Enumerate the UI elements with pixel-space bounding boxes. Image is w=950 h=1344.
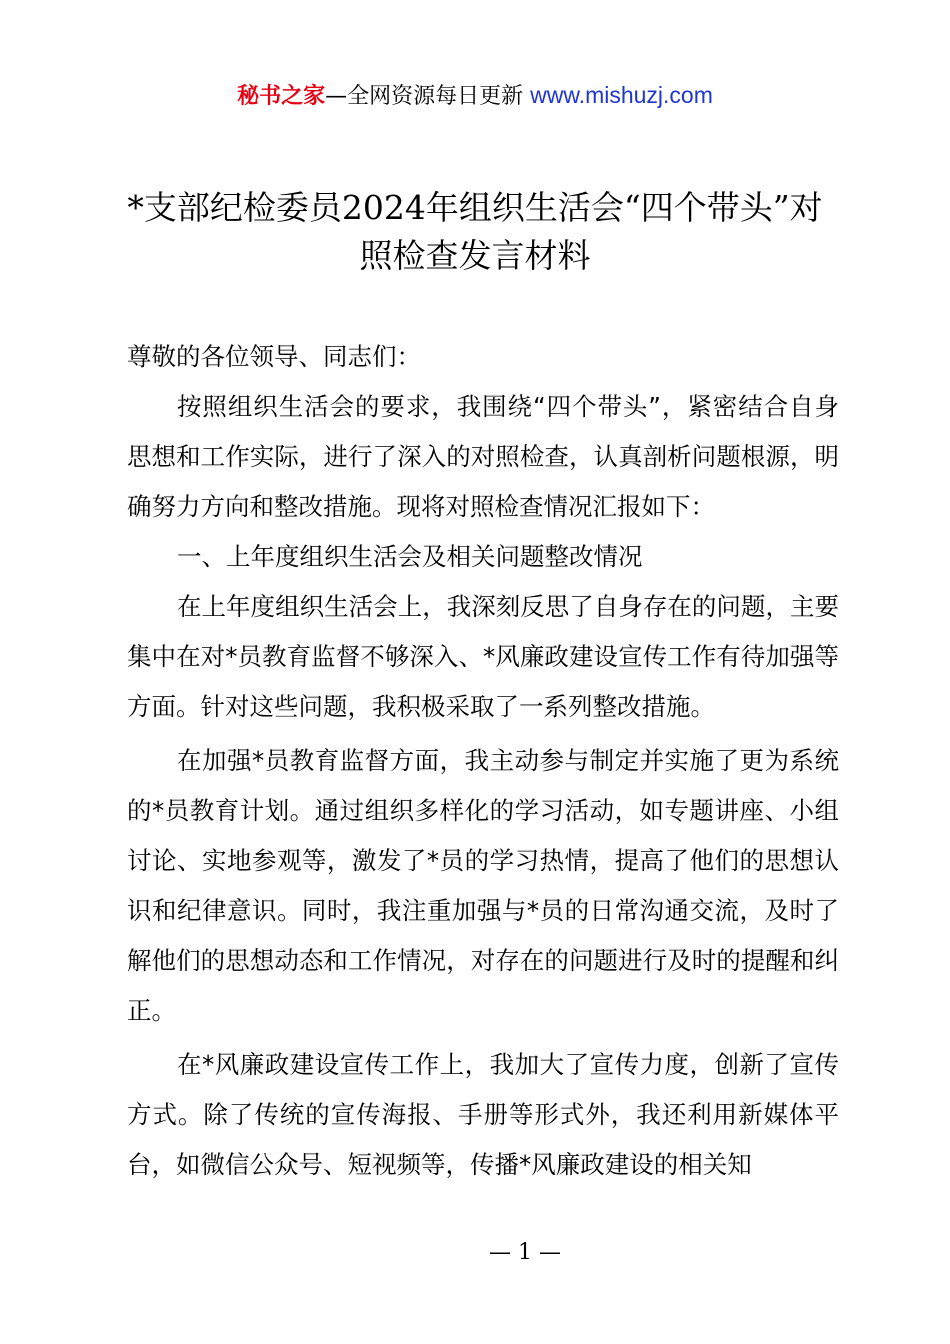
site-url-link[interactable]: www.mishuzj.com [530, 82, 713, 108]
body-paragraph: 在上年度组织生活会上，我深刻反思了自身存在的问题，主要集中在对*员教育监督不够深入、*风廉政建设宣传工作有待加强等方面。针对这些问题，我积极采取了一系列整改措施。 [127, 592, 839, 721]
page-number: — 1 — [489, 1240, 561, 1265]
brand-name: 秘书之家 [237, 84, 326, 109]
header-tagline: —全网资源每日更新 [325, 84, 524, 109]
body-paragraph: 在*风廉政建设宣传工作上，我加大了宣传力度，创新了宣传方式。除了传统的宣传海报、手册等形式外，我还利用新媒体平台，如微信公众号、短视频等，传播*风廉政建设的相关知 [127, 1050, 839, 1179]
section-heading: 一、上年度组织生活会及相关问题整改情况 [177, 542, 643, 571]
body-paragraph: 在加强*员教育监督方面，我主动参与制定并实施了更为系统的*员教育计划。通过组织多样化的学习活动，如专题讲座、小组讨论、实地参观等，激发了*员的学习热情，提高了他们的思想认识和纪律意识。同时，我注重加强与*员的日常沟通交流，及时了解他们的思想动态和工作情况，对存在的问题进行及时的提醒和纠正。 [127, 746, 839, 1025]
document-title: *支部纪检委员2024年组织生活会“四个带头”对照检查发言材料 [127, 188, 823, 275]
body-paragraph: 按照组织生活会的要求，我围绕“四个带头”，紧密结合自身思想和工作实际，进行了深入的对照检查，认真剖析问题根源，明确努力方向和整改措施。现将对照检查情况汇报如下： [127, 392, 839, 521]
salutation: 尊敬的各位领导、同志们： [127, 342, 421, 371]
site-header [0, 78, 950, 114]
document-body [127, 332, 839, 1190]
